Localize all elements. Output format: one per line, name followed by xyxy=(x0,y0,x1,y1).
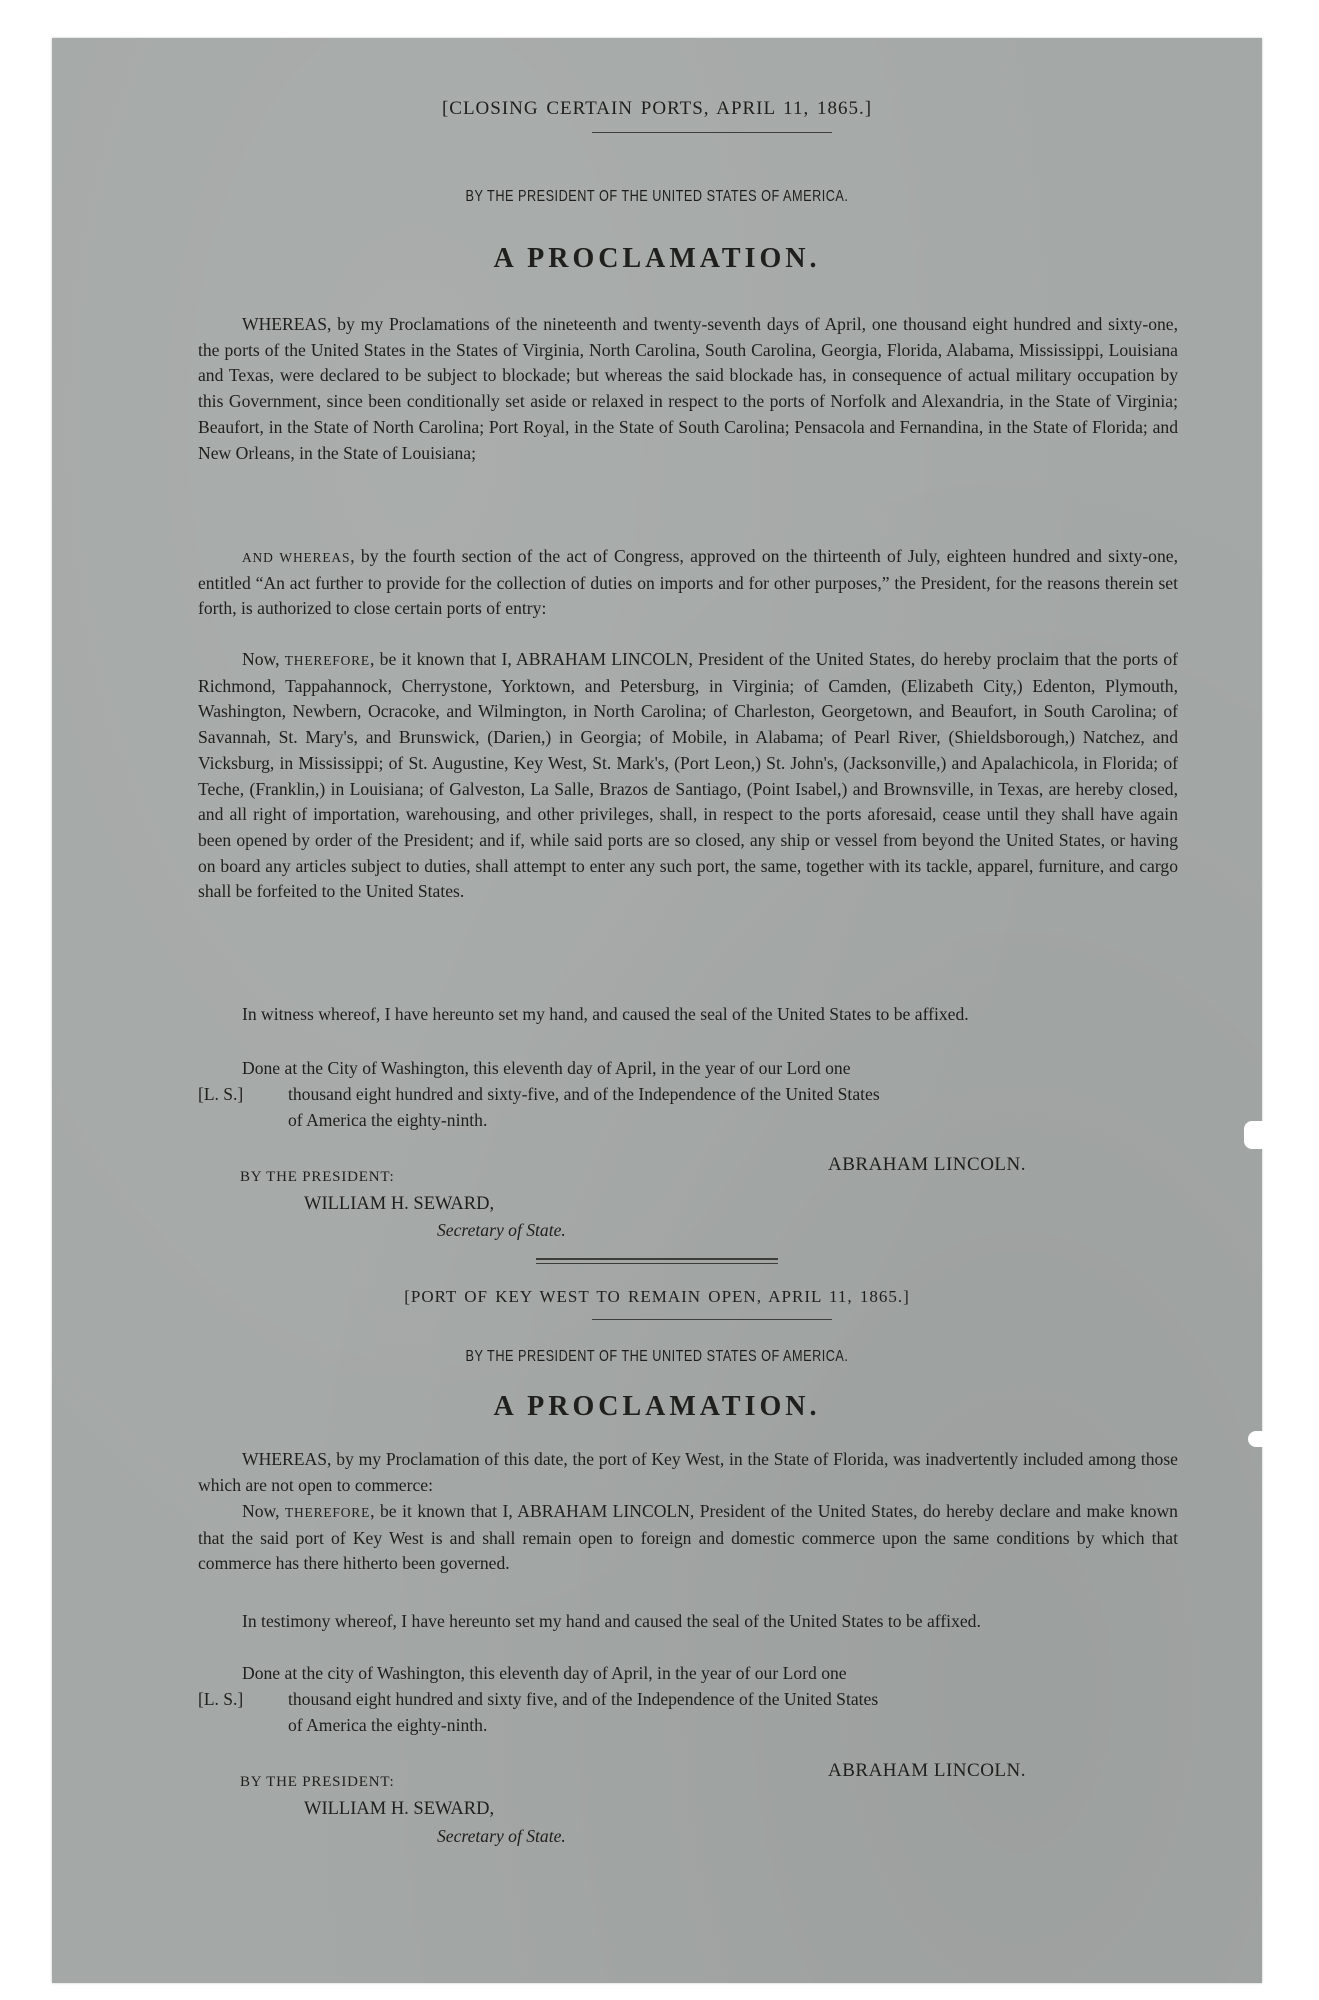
doc1-paragraph-and-whereas xyxy=(198,544,1178,622)
doc1-byline: BY THE PRESIDENT OF THE UNITED STATES OF AMERICA. xyxy=(465,188,849,205)
doc1-paragraph-whereas xyxy=(198,312,1178,466)
doc2-paragraph-testimony xyxy=(198,1609,1178,1635)
doc2-p2-lead-therefore: THEREFORE xyxy=(284,1505,371,1520)
doc2-p2-text: , be it known that I, ABRAHAM LINCOLN, President of the United States, do hereby declare and make known that the said port of Key West is and shall remain open to foreign and domestic commerce upon the same conditions by which that commerce has there hitherto been governed. xyxy=(198,1501,1178,1574)
doc2-secretary-name: WILLIAM H. SEWARD, xyxy=(304,1799,495,1819)
doc1-heading-rule xyxy=(592,132,832,133)
doc1-done-line1: Done at the City of Washington, this eleventh day of April, in the year of our Lord one xyxy=(242,1058,851,1078)
section-divider xyxy=(536,1258,778,1264)
doc2-heading-rule xyxy=(592,1319,832,1320)
doc2-paragraph-whereas xyxy=(198,1447,1178,1498)
doc2-by-the-president xyxy=(240,1773,395,1791)
doc1-paragraph-now-therefore xyxy=(198,647,1178,905)
doc1-done-line2: thousand eight hundred and sixty-five, and of the Independence of the United States xyxy=(288,1084,880,1104)
doc2-secretary-title: Secretary of State. xyxy=(437,1826,566,1846)
doc2-title: A PROCLAMATION. xyxy=(493,1391,821,1422)
doc1-p2-lead: AND WHEREAS xyxy=(242,550,351,565)
doc1-seal-mark: [L. S.] xyxy=(198,1084,244,1104)
doc2-p3-text: In testimony whereof, I have hereunto set my hand and caused the seal of the United States to be affixed. xyxy=(242,1611,981,1631)
doc1-p4-text: In witness whereof, I have hereunto set my hand, and caused the seal of the United States to be affixed. xyxy=(242,1004,969,1024)
doc2-seal-mark: [L. S.] xyxy=(198,1689,244,1709)
doc1-signature: ABRAHAM LINCOLN. xyxy=(828,1154,1026,1175)
doc1-secretary-name: WILLIAM H. SEWARD, xyxy=(304,1194,495,1214)
doc2-heading: [PORT OF KEY WEST TO REMAIN OPEN, APRIL 11, 1865.] xyxy=(404,1287,910,1306)
doc2-p2-lead-now: Now, xyxy=(242,1501,285,1521)
paper-notch xyxy=(1248,1431,1270,1447)
doc1-p2-text: , by the fourth section of the act of Congress, approved on the thirteenth of July, eighteen hundred and sixty-one, entitled “An act further to provide for the collection of duties on imports and for other purposes,” the President, for the reasons therein set forth, is authorized to close certain ports of entry: xyxy=(198,546,1178,619)
paper-notch xyxy=(1244,1121,1266,1149)
doc2-p1-text: WHEREAS, by my Proclamation of this date, the port of Key West, in the State of Florida, was inadvertently included among those which are not open to commerce: xyxy=(198,1449,1178,1495)
doc2-signature: ABRAHAM LINCOLN. xyxy=(828,1760,1026,1781)
doc1-by-president-label: BY THE PRESIDENT: xyxy=(240,1169,395,1185)
doc2-byline: BY THE PRESIDENT OF THE UNITED STATES OF AMERICA. xyxy=(465,1348,849,1365)
doc1-heading: [CLOSING CERTAIN PORTS, APRIL 11, 1865.] xyxy=(441,98,873,119)
doc1-by-the-president xyxy=(240,1168,395,1186)
doc1-title: A PROCLAMATION. xyxy=(493,243,821,274)
doc1-paragraph-witness xyxy=(198,1002,1178,1028)
document-sheet xyxy=(52,38,1262,1983)
doc1-secretary-title: Secretary of State. xyxy=(437,1220,566,1240)
doc1-p3-lead-therefore: THEREFORE xyxy=(284,653,370,668)
doc2-done-line2: thousand eight hundred and sixty five, and of the Independence of the United States xyxy=(288,1689,879,1709)
doc2-paragraph-now-therefore xyxy=(198,1499,1178,1577)
doc2-done-line1: Done at the city of Washington, this eleventh day of April, in the year of our Lord one xyxy=(242,1663,847,1683)
doc1-done-line3: of America the eighty-ninth. xyxy=(288,1110,488,1130)
doc1-p3-lead-now: Now, xyxy=(242,649,285,669)
doc2-done-line3: of America the eighty-ninth. xyxy=(288,1715,488,1735)
doc1-p3-text: , be it known that I, ABRAHAM LINCOLN, President of the United States, do hereby proclaim that the ports of Richmond, Tappahannock, Cherrystone, Yorktown, and Petersburg, in Virginia; of Camden, (Elizabeth City,) Edenton, Plymouth, Washington, Newbern, Ocracoke, and Wilmington, in North Carolina; of Charleston, Georgetown, and Beaufort, in South Carolina; of Savannah, St. Mary's, and Brunswick, (Darien,) in Georgia; of Mobile, in Alabama; of Pearl River, (Shieldsborough,) Natchez, and Vicksburg, in Mississippi; of St. Augustine, Key West, St. Mark's, (Port Leon,) St. John's, (Jacksonville,) and Apalachicola, in Florida; of Teche, (Franklin,) in Louisiana; of Galveston, La Salle, Brazos de Santiago, (Point Isabel,) and Brownsville, in Texas, are hereby closed, and all right of importation, warehousing, and other privileges, shall, in respect to the ports aforesaid, cease until they shall have again been opened by order of the President; and if, while said ports are so closed, any ship or vessel from beyond the United States, or having on board any articles subject to duties, shall attempt to enter any such port, the same, together with its tackle, apparel, furniture, and cargo shall be forfeited to the United States. xyxy=(198,649,1178,902)
doc1-p1-text: WHEREAS, by my Proclamations of the nineteenth and twenty-seventh days of April, one thousand eight hundred and sixty-one, the ports of the United States in the States of Virginia, North Carolina, South Carolina, Georgia, Florida, Alabama, Mississippi, Louisiana and Texas, were declared to be subject to blockade; but whereas the said blockade has, in consequence of actual military occupation by this Government, since been conditionally set aside or relaxed in respect to the ports of Norfolk and Alexandria, in the State of Virginia; Beaufort, in the State of North Carolina; Port Royal, in the State of South Carolina; Pensacola and Fernandina, in the State of Florida; and New Orleans, in the State of Louisiana; xyxy=(198,314,1178,463)
doc2-by-president-label: BY THE PRESIDENT: xyxy=(240,1774,395,1790)
